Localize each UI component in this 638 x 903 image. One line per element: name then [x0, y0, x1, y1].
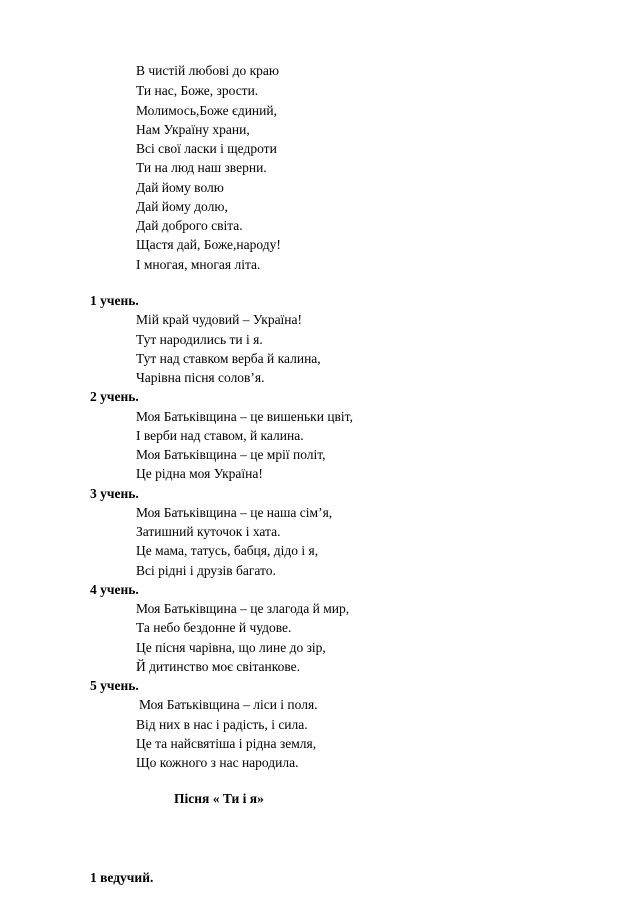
verse-line: Всі рідні і друзів багато. — [136, 563, 276, 578]
verse-line: Моя Батьківщина – це вишеньки цвіт, — [136, 409, 353, 424]
prayer-line: Дай йому долю, — [136, 199, 228, 214]
verse-line: Моя Батьківщина – ліси і поля. — [139, 697, 318, 712]
verse-line: Тут народились ти і я. — [136, 332, 263, 347]
verse-line: Чарівна пісня солов’я. — [136, 370, 265, 385]
verse-line: Це мама, татусь, бабця, дідо і я, — [136, 543, 319, 558]
verse-line: Моя Батьківщина – це наша сім’я, — [136, 505, 333, 520]
prayer-line: І многая, многая літа. — [136, 257, 261, 272]
prayer-line: Щастя дай, Боже,народу! — [136, 237, 281, 252]
prayer-line: Дай доброго світа. — [136, 218, 243, 233]
verse-line: Та небо бездонне й чудове. — [136, 620, 292, 635]
prayer-line: Всі свої ласки і щедроти — [136, 141, 277, 156]
prayer-line: Нам Україну храни, — [136, 122, 250, 137]
verse-line: Моя Батьківщина – це мрії політ, — [136, 447, 326, 462]
verse-line: Затишний куточок і хата. — [136, 524, 281, 539]
student-heading: 2 учень. — [90, 389, 139, 404]
student-heading: 5 учень. — [90, 678, 139, 693]
verse-line: Що кожного з нас народила. — [136, 755, 299, 770]
verse-line: Мій край чудовий – Україна! — [136, 312, 303, 327]
student-heading: 3 учень. — [90, 486, 139, 501]
song-title: Пісня « Ти і я» — [174, 791, 264, 806]
verse-line: Моя Батьківщина – це злагода й мир, — [136, 601, 350, 616]
verse-line: Від них в нас і радість, і сила. — [136, 717, 308, 732]
prayer-line: Молимось,Боже єдиний, — [136, 103, 277, 118]
prayer-line: Дай йому волю — [136, 180, 224, 195]
verse-line: Це пісня чарівна, що лине до зір, — [136, 640, 326, 655]
verse-line: Це рідна моя Україна! — [136, 466, 263, 481]
prayer-line: В чистій любові до краю — [136, 63, 279, 78]
student-heading: 4 учень. — [90, 582, 139, 597]
student-heading: 1 учень. — [90, 293, 139, 308]
prayer-line: Ти на люд наш зверни. — [136, 160, 267, 175]
prayer-line: Ти нас, Боже, зрости. — [136, 83, 259, 98]
verse-line: Тут над ставком верба й калина, — [136, 351, 321, 366]
verse-line: Це та найсвятіша і рідна земля, — [136, 736, 317, 751]
verse-line: І верби над ставом, й калина. — [136, 428, 304, 443]
verse-line: Й дитинство моє світанкове. — [136, 659, 301, 674]
presenter-heading: 1 ведучий. — [90, 870, 154, 885]
